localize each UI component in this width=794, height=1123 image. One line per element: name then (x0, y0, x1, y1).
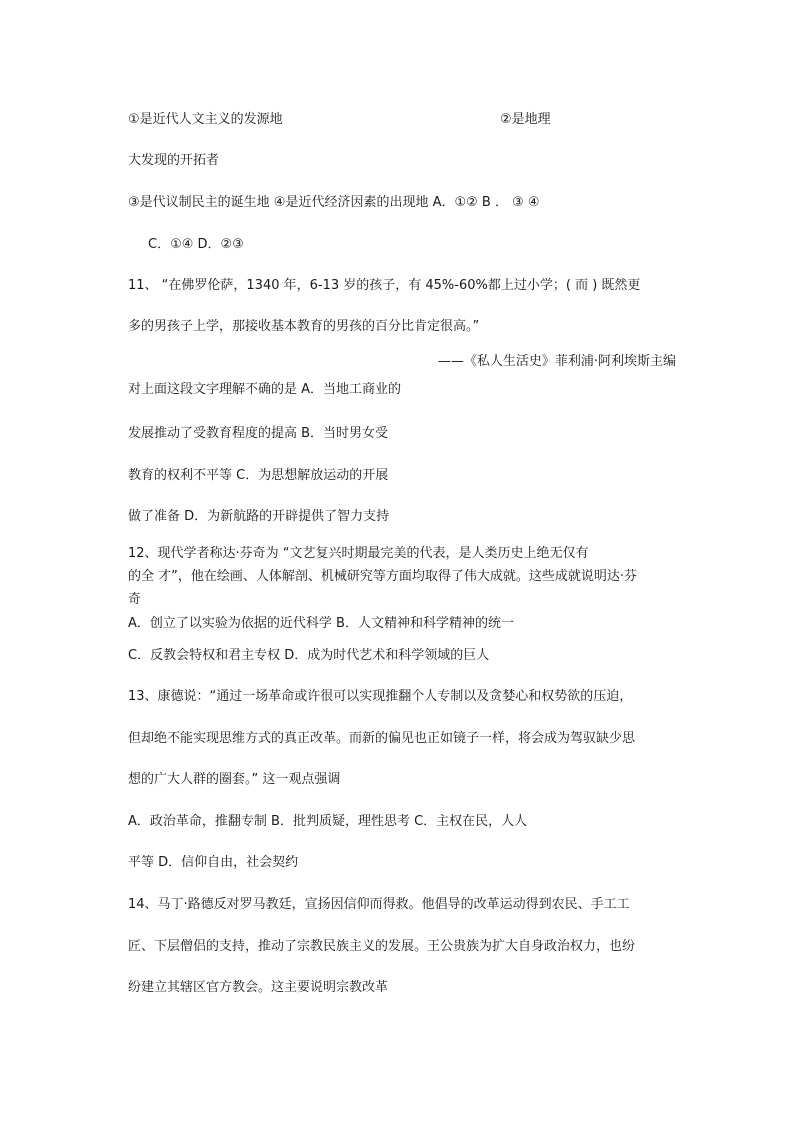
question-14-line-1: 14、马丁·路德反对罗马教廷，宣扬因信仰而得救。他倡导的改革运动得到农民、手工工 (128, 897, 630, 912)
question-13-options-2: 平等 D．信仰自由，社会契约 (128, 855, 299, 870)
option-line-1: ①是近代人文主义的发源地 (128, 112, 283, 127)
question-13-line-1: 13、康德说：“通过一场革命或许很可以实现推翻个人专制以及贪婪心和权势欲的压迫， (128, 689, 633, 704)
question-11-line-4: 发展推动了受教育程度的提高 B．当时男女受 (128, 426, 389, 441)
question-11-line-5: 教育的权利不平等 C．为思想解放运动的开展 (128, 468, 389, 483)
question-12-options-2: C．反教会特权和君主专权 D．成为时代艺术和科学领域的巨人 (128, 648, 490, 663)
question-11-line-1: 11、 “在佛罗伦萨，1340 年，6-13 岁的孩子，有 45%-60%都上过小学；( 而 ) 既然更 (128, 278, 641, 293)
question-13-line-3: 想的广大人群的圈套。” 这一观点强调 (128, 772, 341, 787)
question-12-line-1: 12、现代学者称达·芬奇为 “文艺复兴时期最完美的代表，是人类历史上绝无仅有 (128, 546, 589, 561)
question-11-line-3: 对上面这段文字理解不确的是 A．当地工商业的 (128, 382, 402, 397)
answer-choices-line: C．①④ D．②③ (148, 237, 244, 252)
question-13-line-2: 但却绝不能实现思维方式的真正改革。而新的偏见也正如镜子一样，将会成为驾驭缺少思 (128, 731, 636, 746)
question-14-line-2: 匠、下层僧侣的支持，推动了宗教民族主义的发展。王公贵族为扩大自身政治权力，也纷 (128, 939, 636, 954)
question-12-options-1: A．创立了以实验为依据的近代科学 B．人文精神和科学精神的统一 (128, 616, 514, 631)
option-line-2: ②是地理 (500, 112, 551, 127)
question-11-source: ——《私人生活史》菲利浦·阿利埃斯主编 (437, 354, 676, 369)
option-line-4: ③是代议制民主的诞生地 ④是近代经济因素的出现地 A．①② B ． ③ ④ (128, 195, 540, 210)
question-14-line-3: 纷建立其辖区官方教会。这主要说明宗教改革 (128, 980, 389, 995)
question-12-line-2: 的全 才”，他在绘画、人体解剖、机械研究等方面均取得了伟大成就。这些成就说明达·芬 (128, 569, 638, 584)
option-line-3: 大发现的开拓者 (128, 153, 220, 168)
question-13-options-1: A．政治革命，推翻专制 B．批判质疑，理性思考 C．主权在民，人人 (128, 814, 528, 829)
question-11-line-2: 多的男孩子上学，那接收基本教育的男孩的百分比肯定很高。” (128, 319, 480, 334)
question-11-line-6: 做了准备 D．为新航路的开辟提供了智力支持 (128, 509, 390, 524)
question-12-line-3: 奇 (128, 592, 142, 607)
